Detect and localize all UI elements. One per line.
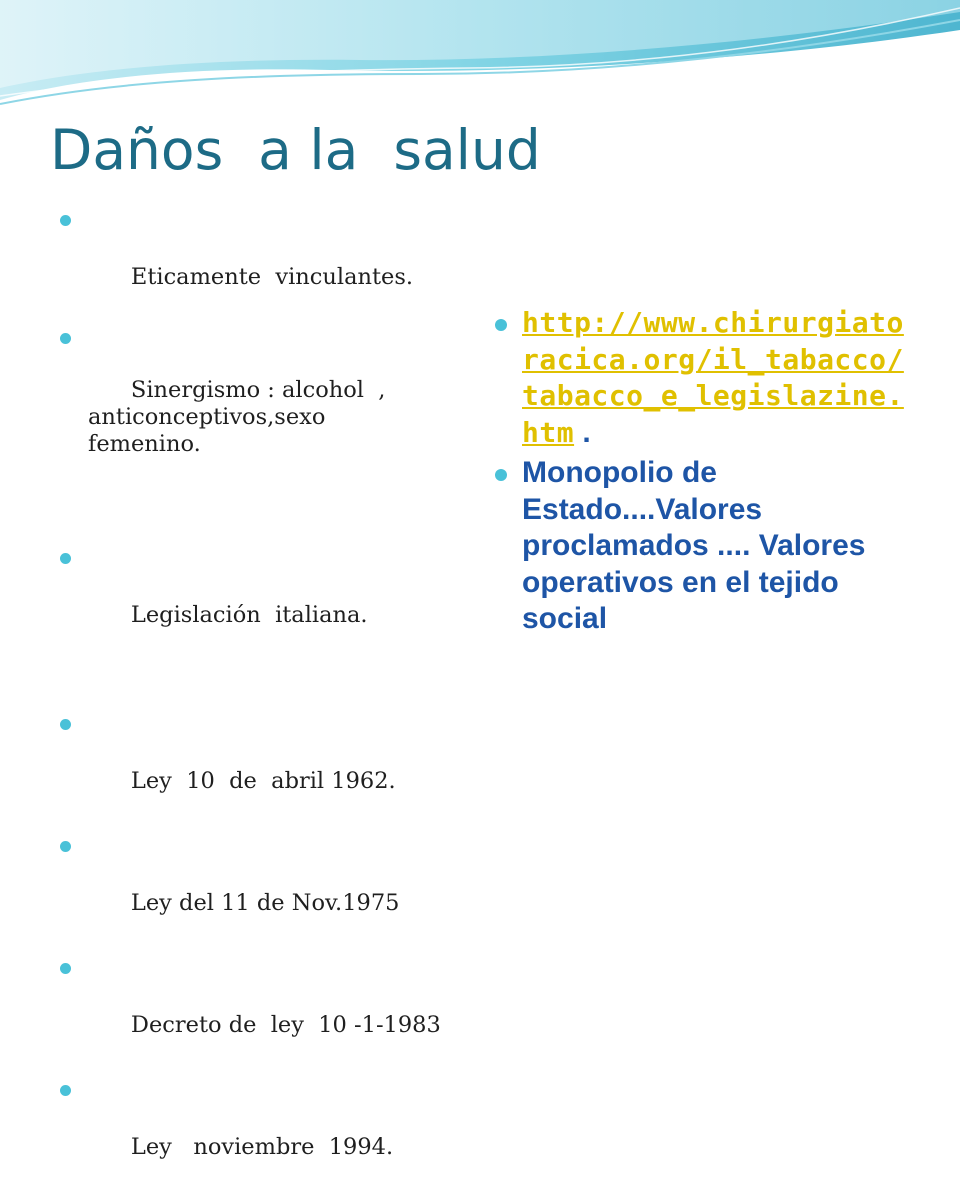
list-item: [60, 543, 470, 659]
list-item-text: Sinergismo : alcohol , anticonceptivos,sexo femenino.: [88, 377, 386, 457]
tabacco-legislation-link[interactable]: http://www.chirurgiatoracica.org/il_tabacco/tabacco_e_legislazine.htm: [522, 306, 904, 449]
link-suffix: .: [574, 415, 591, 449]
list-item: [495, 305, 915, 451]
list-item-text: Decreto de ley 10 -1-1983: [130, 1012, 441, 1038]
bullet-icon: [60, 963, 71, 974]
bullet-icon: [60, 719, 71, 730]
bullet-icon: [60, 333, 71, 344]
list-item: [60, 1075, 470, 1191]
list-item: [60, 831, 470, 947]
list-item-text: Eticamente vinculantes.: [130, 264, 414, 290]
bullet-icon: [495, 319, 507, 331]
header-wave-decoration: [0, 0, 960, 110]
bullet-icon: [60, 1085, 71, 1096]
list-item: [60, 205, 470, 321]
bullet-icon: [60, 841, 71, 852]
slide-title: Daños a la salud: [50, 118, 541, 182]
list-item-text: Ley noviembre 1994.: [130, 1134, 394, 1160]
bullet-icon: [60, 215, 71, 226]
bullet-icon: [495, 469, 507, 481]
list-item-text: Ley del 11 de Nov.1975: [130, 890, 400, 916]
right-bullet-list: [495, 305, 915, 638]
list-item-text: Ley 10 de abril 1962.: [130, 768, 396, 794]
list-item-text: Monopolio de Estado....Valores proclamados .... Valores operativos en el tejido social: [522, 456, 866, 635]
left-bullet-list: [60, 205, 470, 1191]
list-item: [60, 323, 470, 485]
list-item: [495, 455, 915, 638]
list-item-text: Legislación italiana.: [130, 602, 368, 628]
bullet-icon: [60, 553, 71, 564]
list-item: [60, 953, 470, 1069]
list-item: [60, 709, 470, 825]
